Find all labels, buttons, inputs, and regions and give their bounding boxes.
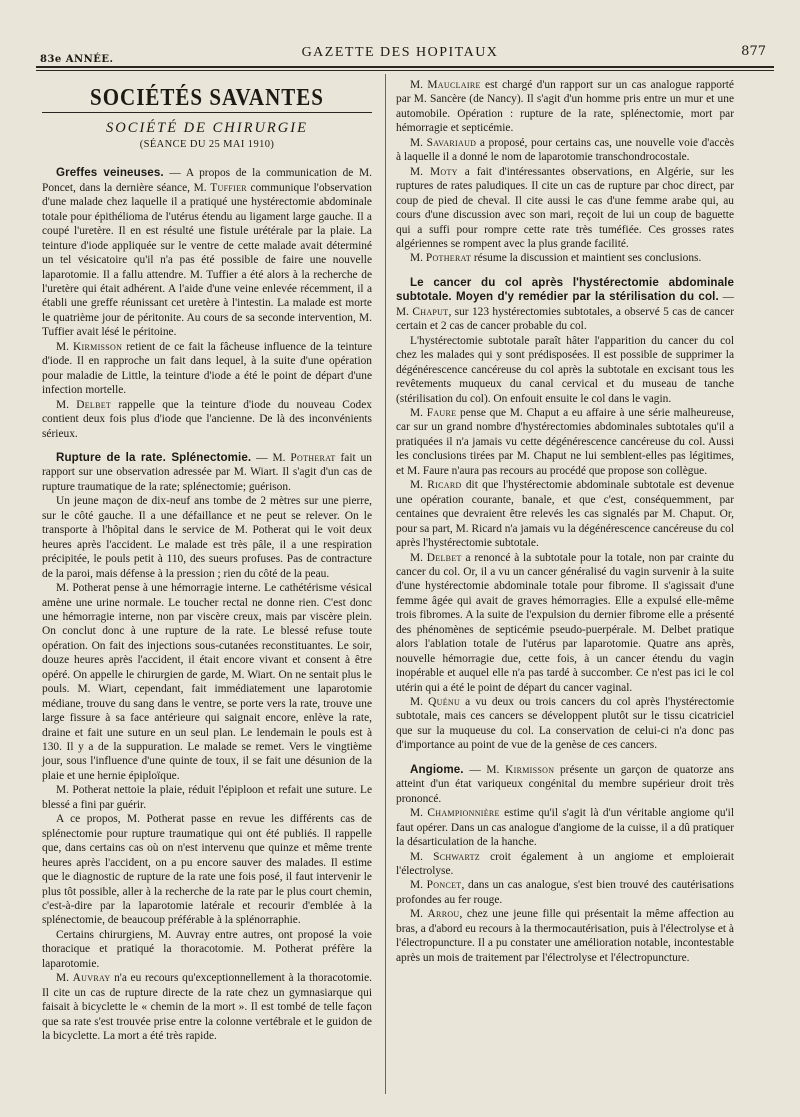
header-rule — [36, 66, 774, 68]
paragraph-potherat: M. Potherat résume la discussion et maintient ses conclusions. — [410, 252, 702, 265]
speaker-name: Faure — [426, 406, 457, 419]
speaker-name: Poncet — [426, 879, 462, 892]
subject-heading: Greffes veineuses. — [56, 166, 164, 180]
speaker-name: Mauclaire — [427, 79, 481, 91]
speaker-name: Tuffier — [210, 181, 247, 194]
paragraph-poncet: M. Poncet, dans un cas analogue, s'est bien trouvé des cautérisations profondes au fer rouge. — [396, 879, 734, 906]
speaker-name: Arrou — [427, 908, 460, 921]
left-column — [42, 78, 372, 1044]
speaker-name: Savariaud — [426, 136, 477, 149]
paragraph-championniere: M. Championnière estime qu'il s'agit là d'un véritable angiome qu'il faut opérer. Dans un cas analogue d'angiome de la cuisse, il a dû pratiquer la désarticulation de la hanche. — [396, 807, 734, 849]
paragraph-arrou: M. Arrou, chez une jeune fille qui présentait la même affection au bras, a d'abord eu recours à la thermocautérisation, puis à l'électrolyse et à l'électropuncture. Il a pu constater une amélioration notable, incontestable après un mois de traitement par l'électrolyse et l'électropuncture. — [396, 908, 735, 964]
speaker-name: Kirmisson — [73, 340, 123, 353]
speaker-name: Potherat — [425, 252, 472, 265]
speaker-name: Delbet — [426, 551, 462, 564]
society-title: SOCIÉTÉ DE CHIRURGIE — [106, 120, 308, 137]
speaker-name: Chaput — [412, 305, 449, 318]
right-column — [396, 78, 734, 965]
column-divider — [385, 74, 386, 1094]
journal-title: GAZETTE DES HOPITAUX — [301, 45, 499, 60]
paragraph-faure: M. Faure pense que M. Chaput a eu affaire à une série malheureuse, car sur un grand nombre d'hystérectomies abdominales subtotales qu'il a pratiquées il n'a jamais vu cette dégénérescence cancéreuse du col. Aussi les conclusions tirées par M. Chaput ne lui semblent-elles pas légitimes, et M. Faure n'aura pas recours au procédé que propose son collègue. — [396, 406, 735, 477]
speaker-name: Delbet — [76, 398, 112, 411]
paragraph-diagnosis: M. Potherat pense à une hémorragie interne. Le cathétérisme vésical amène une urine normale. Le toucher rectal ne donne rien. C'est donc une hémorragie interne, non par viscère creux, mais par viscère plein. On conclut donc à une rupture de la rate. Le blessé refuse toute opération. On fait des injections sous-cutanées reconstituantes. Le soir, douze heures après l'accident, il était encore vivant et consent à être opéré. On appelle le chirurgien de garde, M. Wiart. On ne sentait plus le pouls. M. Wiart, cependant, fait immédiatement une laparotomie médiane, trouve du sang dans le ventre, se porte vers la rate, trouve une large fissure à sa face antérieure qui saignait encore, enlève la rate, draine et fait une suture en un seul plan. Le lendemain le pouls est à 130. Il y a de la suppuration. Le malade se remet. Vers le vingtième jour, sous l'influence d'une quinte de toux, il se fait une désunion de la plaie et une hernie épiploïque. — [42, 582, 372, 782]
section-title: SOCIÉTÉS SAVANTES — [90, 83, 324, 111]
speaker-name: Ricard — [427, 479, 462, 492]
paragraph-rupture-rate: Rupture de la rate. Splénectomie. — M. Potherat fait un rapport sur une observation adressée par M. Wiart. Il s'agit d'un cas de rupture traumatique de la rate; splénectomie; guérison. — [42, 450, 372, 493]
paragraph-greffes: Greffes veineuses. — A propos de la communication de M. Poncet, dans la dernière séance, M. Tuffier communique l'observation d'une malade chez laquelle il a pratiqué une hystérectomie abdominale totale pour épithélioma de l'utérus étendu au ligament large gauche. Il a coupé l'uretère. Il en est résulté une fistule urétérale par la plaie. La teinture d'iode appliquée sur le ventre de cette malade avait déterminé un tel vésicatoire qu'il n'a pas été possible de faire une nouvelle laparotomie. Il a fallu attendre. M. Tuffier a été alors à la recherche de l'uretère qui était adhérent. A l'aide d'une veine enlevée récemment, il a établi une greffe réunissant cet uretère à l'intestin. La malade est morte le quatrième jour de péritonite. Au cours de sa seconde intervention, M. Tuffier avait lésé le péritoine. — [42, 166, 372, 339]
issue-year: 83e ANNÉE. — [40, 54, 114, 65]
paragraph-cancer-col: Le cancer du col après l'hystérectomie abdominale subtotale. Moyen d'y remédier par la stérilisation du col. — M. Chaput, sur 123 hystérectomies subtotales, a observé 5 cas de cancer certain et 2 cas de cancer probable du col. — [396, 275, 734, 333]
subject-heading: Angiome. — [410, 762, 464, 776]
session-date: (SÉANCE DU 25 MAI 1910) — [139, 138, 275, 150]
paragraph-thoracotomy: Certains chirurgiens, M. Auvray entre autres, ont proposé la voie thoracique et pratiqué la thoracotomie. M. Potherat préfère la laparotomie. — [42, 928, 372, 970]
paragraph-sterilisation: L'hystérectomie subtotale paraît hâter l'apparition du cancer du col chez les malades qui y sont prédisposées. Il est possible de supprimer la dégénérescence cancéreuse du col après la subtotale en excisant tous les revêtements muqueux du canal cervical et du museau de tanche (stérilisation du col). On enfouit ensuite le col dans le vagin. — [396, 334, 734, 405]
speaker-name: Auvray — [72, 972, 111, 985]
paragraph-moty: M. Moty a fait d'intéressantes observations, en Algérie, sur les ruptures de rates paludiques. Il cite un cas de rupture par choc direct, par coup de pied de cheval. Il cite aussi le cas d'une femme arabe qui, au cours d'une discussion avec son mari, reçoit de lui un coup de baguette qui a suffi pour rompre cette rate très tuméfiée. Ces grosses rates algériennes se rompent avec la plus grande facilité. — [396, 165, 734, 250]
paragraph-delbet: M. Delbet rappelle que la teinture d'iode du nouveau Codex contient deux fois plus d'iode que l'ancienne. De là des inconvénients sérieux. — [42, 398, 372, 440]
speaker-name: Moty — [429, 165, 458, 178]
page-number: 877 — [741, 44, 766, 59]
paragraph-delbet-right: M. Delbet a renoncé à la subtotale pour la totale, non par crainte du cancer du col. Or, il a vu un cancer généralisé du vagin survenir à la suite d'une hystérectomie abdominale totale pour fibrome. Il s'agissait d'une femme âgée qui avait de graves hémorragies. Elle a expulsé elle-même trois fibromes. A la suite de l'expulsion du dernier fibrome elle a présenté des phénomènes de septicémie pseudo-puerpérale. M. Delbet pratique alors l'ablation totale de l'utérus par laparotomie. Quatre ans après, nouvelle hémorragie due, cette fois, à un cancer étendu du vagin inopérable et auquel elle n'a pas tardé à succomber. Ce n'est pas ici le col utérin qui a été le point de départ du cancer vaginal. — [396, 551, 734, 694]
paragraph-mauclaire: M. Mauclaire est chargé d'un rapport sur un cas analogue rapporté par M. Sancère (de Nancy). Il s'agit d'un homme pris entre un mur et une automobile. Opération : rupture de la rate, splénectomie, mort par hémorragie et septicémie. — [396, 79, 734, 135]
speaker-name: Kirmisson — [505, 763, 555, 776]
paragraph-case: Un jeune maçon de dix-neuf ans tombe de 2 mètres sur une pierre, sur le côté gauche. Il a une défaillance et ne peut se relever. On le transporte à l'hôpital dans le service de M. Potherat qui le voit deux heures après l'accident. Le malade est très pâle, il a une respiration précipitée, le pouls petit à 110, des sueurs profuses. Pas de contracture de la paroi, mais défense à la pression ; rien du côté de la peau. — [42, 495, 372, 580]
speaker-name: Championnière — [427, 807, 500, 820]
speaker-name: Quénu — [428, 696, 461, 709]
paragraph-kirmisson: M. Kirmisson retient de ce fait la fâcheuse influence de la teinture d'iode. Il en rapproche un fait dans lequel, à la suite d'une opération pour maladie de Little, la teinture d'iode a été le point de départ d'une infection mortelle. — [42, 340, 372, 397]
paragraph-suture: M. Potherat nettoie la plaie, réduit l'épiploon et refait une suture. Le blessé a fini par guérir. — [42, 784, 372, 811]
paragraph-angiome: Angiome. — M. Kirmisson présente un garçon de quatorze ans atteint d'un état variqueux congénital du membre supérieur droit très prononcé. — [396, 762, 734, 805]
header-rule-thin — [36, 70, 774, 71]
subject-heading: Rupture de la rate. Splénectomie. — [56, 450, 252, 464]
section-rule — [42, 112, 372, 113]
paragraph-review: A ce propos, M. Potherat passe en revue les différents cas de splénectomie pour rupture traumatique qui ont été publiés. Il rappelle que, dans certains cas où on n'est intervenu que quinze et même trente heures après l'accident, on a pu encore sauver des malades. Il estime que le diagnostic de rupture de la rate une fois posé, il faut intervenir le plus tôt possible, aller à la recherche de la rate par le plus court chemin, c'est-à-dire par la laparotomie latérale et recourir d'emblée à la splénectomie, de beaucoup préférable à la splénorraphie. — [42, 813, 372, 927]
speaker-name: Potherat — [290, 451, 336, 464]
speaker-name: Schwartz — [433, 850, 480, 863]
subject-heading: Le cancer du col après l'hystérectomie abdominale subtotale. Moyen d'y remédier par la stérilisation du col. — [396, 275, 734, 304]
paragraph-ricard: M. Ricard dit que l'hystérectomie abdominale subtotale est devenue une opération courante, banale, et que c'est, conséquemment, par centaines que devraient être relevés les cas signalés par M. Chaput. Or, pour sa part, M. Ricard n'a jamais vu la dégénérescence cancéreuse du col après l'hystérectomie subtotale. — [396, 479, 734, 550]
paragraph-auvray: M. Auvray n'a eu recours qu'exceptionnellement à la thoracotomie. Il cite un cas de rupture directe de la rate chez un gymnasiarque qui faisait à bicyclette le « chemin de la mort ». Il est tombé de telle façon que sa rate s'est trouvée prise entre la colonne vertébrale et le guidon de la bicyclette. La mort a été très rapide. — [42, 972, 372, 1043]
paragraph-savariaud: M. Savariaud a proposé, pour certains cas, une nouvelle voie d'accès à laquelle il a donné le nom de laparotomie transchondrocostale. — [396, 136, 735, 164]
paragraph-quenu: M. Quénu a vu deux ou trois cancers du col après l'hystérectomie subtotale, mais ces cancers se développent plutôt sur le tissu cicatriciel que sur la muqueuse du col. La conservation de celui-ci n'a donc pas d'importance au point de vue de la genèse de ces cancers. — [396, 696, 734, 752]
paragraph-schwartz: M. Schwartz croit également à un angiome et emploierait l'électrolyse. — [396, 850, 734, 878]
